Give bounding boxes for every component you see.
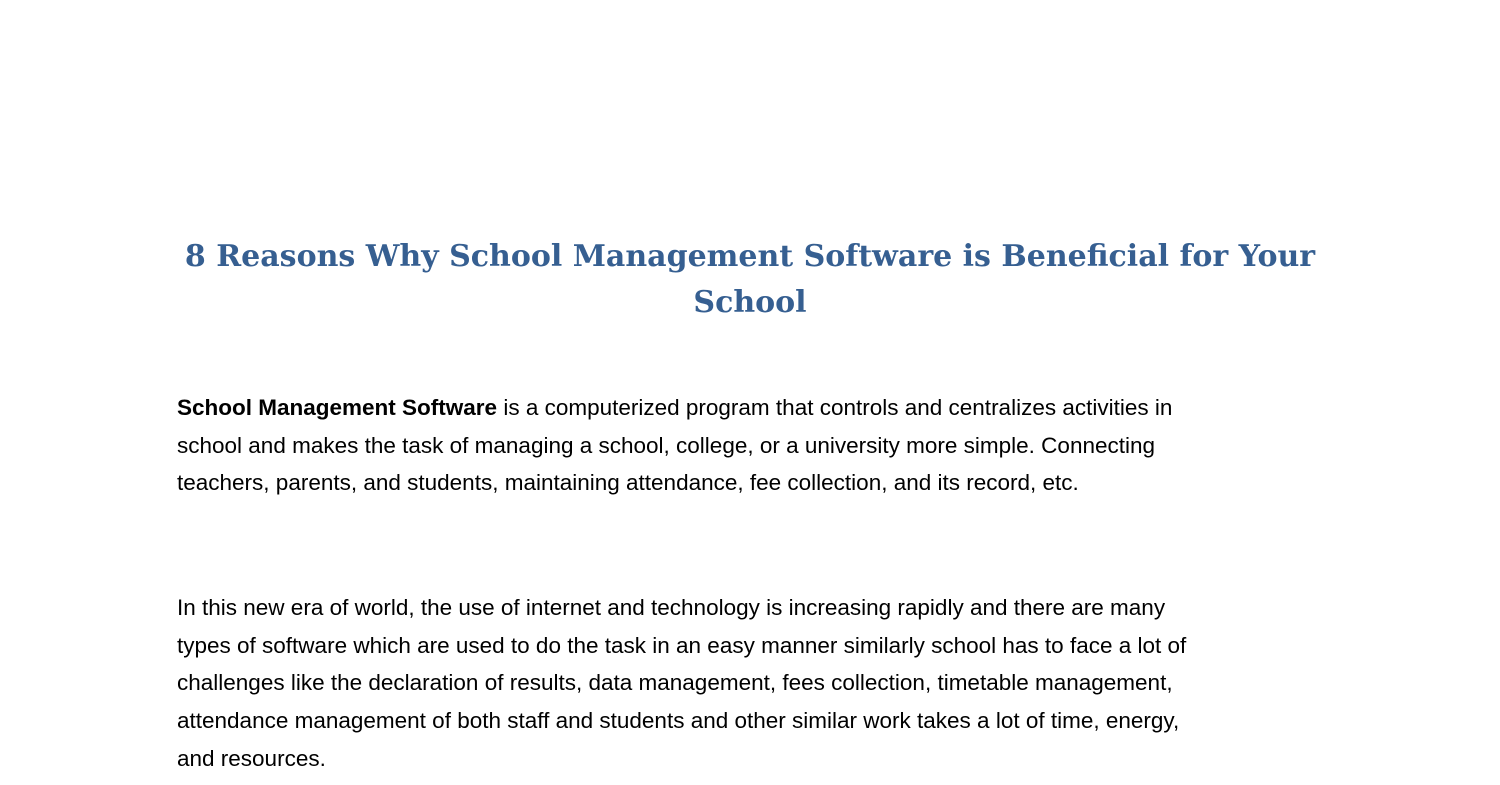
title-line-2: School	[693, 285, 807, 320]
intro-line-1-rest: is a computerized program that controls and centralizes activities in	[497, 395, 1173, 420]
intro-line-3: teachers, parents, and students, maintaining attendance, fee collection, and its record, etc.	[177, 470, 1079, 496]
intro-paragraph	[177, 389, 1312, 502]
intro-line-1	[177, 389, 1312, 427]
paragraph-2-line-1: In this new era of world, the use of internet and technology is increasing rapidly and there are many	[177, 595, 1166, 620]
paragraph-2-line-3: challenges like the declaration of results, data management, fees collection, timetable management,	[177, 670, 1173, 696]
second-paragraph	[177, 589, 1312, 778]
document-title	[150, 234, 1350, 326]
title-line-1: 8 Reasons Why School Management Software is Beneficial for Your	[184, 239, 1316, 274]
paragraph-2-line-2: types of software which are used to do the task in an easy manner similarly school has to face a lot of	[177, 632, 1187, 658]
paragraph-2-line-5: and resources.	[177, 745, 326, 771]
intro-bold-term: School Management Software	[177, 395, 498, 420]
intro-line-2: school and makes the task of managing a school, college, or a university more simple. Connecting	[177, 432, 1156, 458]
paragraph-2-line-4: attendance management of both staff and students and other similar work takes a lot of time, energy,	[177, 708, 1180, 734]
